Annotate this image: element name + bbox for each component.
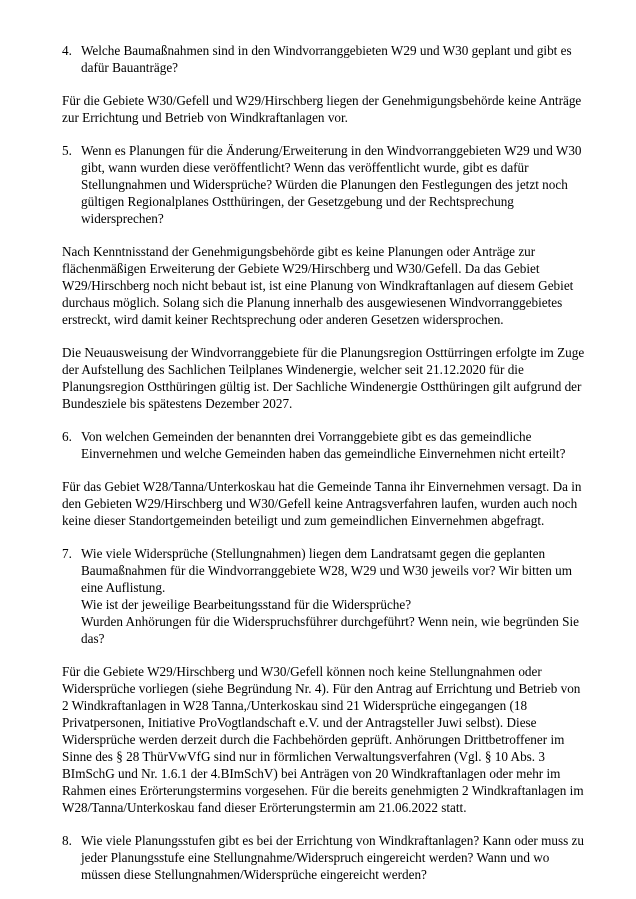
question-paragraph: Wie viele Widersprüche (Stellungnahmen) liegen dem Landratsamt gegen die geplanten Baumaßnahmen für die Windvorranggebiete W28, W29 und W30 jeweils vor? Wir bitten um eine Auflistung. <box>81 546 573 595</box>
question-6 <box>62 428 588 462</box>
question-paragraph: Wie viele Planungsstufen gibt es bei der Errichtung von Windkraftanlagen? Kann oder muss zu jeder Planungsstufe eine Stellungnahme/Widerspruch eingereicht werden? Wann und wo müssen diese Stellungnahmen/Widersprüche eingereicht werden? <box>81 833 584 882</box>
answer-5-paragraph-2: Die Neuausweisung der Windvorranggebiete für die Planungsregion Osttürringen erfolgte im Zuge der Aufstellung des Sachlichen Teilplanes Windenergie, welcher seit 21.12.2020 für die Planungsregion Ostthüringen gültig ist. Der Sachliche Windenergie Ostthüringen gilt aufgrund der Bundesziele bis spätestens Dezember 2027. <box>62 345 585 411</box>
question-number: 5. <box>62 143 72 158</box>
question-number: 6. <box>62 429 72 444</box>
question-text <box>81 832 588 883</box>
answer-5-paragraph-1: Nach Kenntnisstand der Genehmigungsbehörde gibt es keine Planungen oder Anträge zur flächenmäßigen Erweiterung der Gebiete W29/Hirschberg und W30/Gefell. Da das Gebiet W29/Hirschberg noch nicht bebaut ist, ist eine Planung von Windkraftanlagen auf diesem Gebiet durchaus möglich. Solang sich die Planung innerhalb des ausgewiesenen Windvorranggebietes erstreckt, wird damit keiner Rechtsprechung oder anderen Gesetzen widersprochen. <box>62 244 574 327</box>
question-paragraph: Wie ist der jeweilige Bearbeitungsstand für die Widersprüche? <box>81 597 412 612</box>
question-number: 4. <box>62 43 72 58</box>
document-page <box>62 42 588 899</box>
answer-6: Für das Gebiet W28/Tanna/Unterkoskau hat die Gemeinde Tanna ihr Einvernehmen versagt. Da in den Gebieten W29/Hirschberg und W30/Gefell keine Antragsverfahren laufen, wurden auch noch keine dieser Standortgemeinden beteiligt und zum gemeindlichen Einvernehmen abgefragt. <box>62 479 582 528</box>
question-7 <box>62 545 588 647</box>
question-paragraph: Wenn es Planungen für die Änderung/Erweiterung in den Windvorranggebieten W29 und W30 gibt, wann wurden diese veröffentlicht? Wenn das veröffentlicht wurde, gibt es dafür Stellungnahmen und Widersprüche? Würden die Planungen den Festlegungen des jetzt noch gültigen Regionalplanes Ostthüringen, der Gesetzgebung und der Rechtsprechung widersprechen? <box>81 143 582 226</box>
question-number: 8. <box>62 833 72 848</box>
answer-7: Für die Gebiete W29/Hirschberg und W30/Gefell können noch keine Stellungnahmen oder Widersprüche vorliegen (siehe Begründung Nr. 4). Für den Antrag auf Errichtung und Betrieb von 2 Windkraftanlagen in W28 Tanna,/Unterkoskau sind 21 Widersprüche eingegangen (18 Privatpersonen, Initiative ProVogtlandschaft e.V. und der Antragsteller Juwi selbst). Diese Widersprüche werden derzeit durch die Fachbehörden geprüft. Anhörungen Drittbetroffener im Sinne des § 28 ThürVwVfG sind nur in förmlichen Verwaltungsverfahren (Vgl. § 10 Abs. 3 BImSchG und Nr. 1.6.1 der 4.BImSchV) bei Anträgen von 20 Windkraftanlagen oder mehr im Rahmen eines Erörterungstermins vorgesehen. Für die bereits genehmigten 2 Windkraftanlagen im W28/Tanna/Unterkoskau fand dieser Erörterungstermin am 21.06.2022 statt. <box>62 664 584 815</box>
question-paragraph: Wurden Anhörungen für die Widerspruchsführer durchgeführt? Wenn nein, wie begründen Sie das? <box>81 614 579 646</box>
question-5 <box>62 142 588 227</box>
question-4 <box>62 42 588 76</box>
question-text <box>81 142 588 227</box>
question-number: 7. <box>62 546 72 561</box>
question-paragraph: Von welchen Gemeinden der benannten drei Vorranggebiete gibt es das gemeindliche Einvernehmen und welche Gemeinden haben das gemeindliche Einvernehmen nicht erteilt? <box>81 429 566 461</box>
question-text <box>81 545 588 647</box>
question-text <box>81 428 588 462</box>
answer-4: Für die Gebiete W30/Gefell und W29/Hirschberg liegen der Genehmigungsbehörde keine Anträge zur Errichtung und Betrieb von Windkraftanlagen vor. <box>62 93 582 125</box>
question-8 <box>62 832 588 883</box>
question-text <box>81 42 588 76</box>
question-paragraph: Welche Baumaßnahmen sind in den Windvorranggebieten W29 und W30 geplant und gibt es dafür Bauanträge? <box>81 43 572 75</box>
